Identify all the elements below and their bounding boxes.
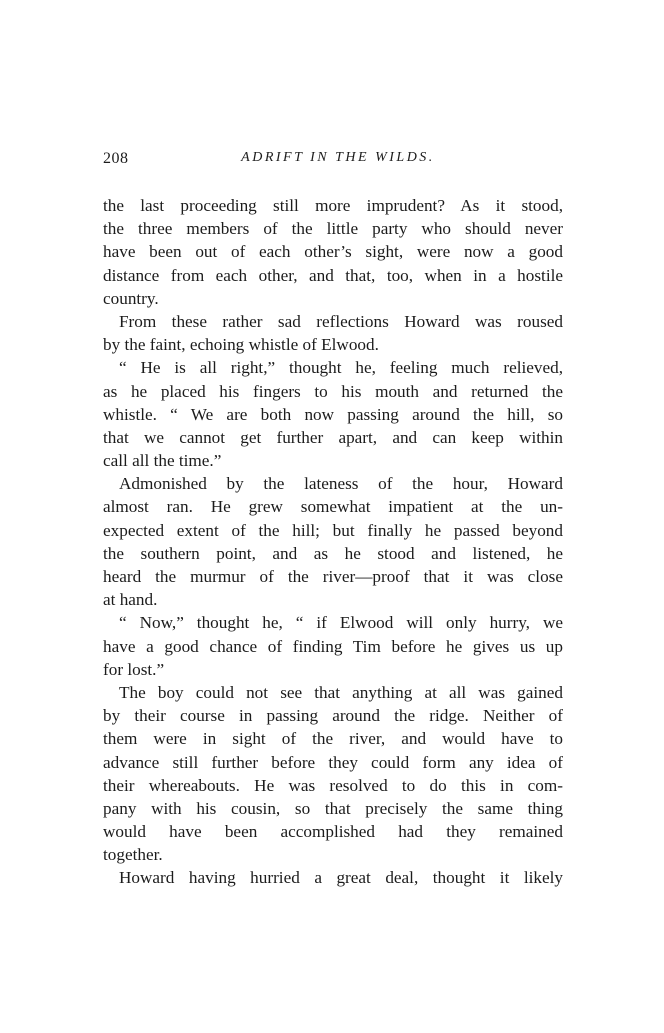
text-line: Howard having hurried a great deal, thought it likely	[119, 868, 563, 888]
text-line: the three members of the little party who should never	[103, 219, 563, 239]
page-header	[103, 150, 563, 172]
text-line: Admonished by the lateness of the hour, Howard	[119, 474, 563, 494]
text-line: would have been accomplished had they remained	[103, 822, 563, 842]
text-line: at hand.	[103, 590, 158, 610]
text-line: advance still further before they could form any idea of	[103, 752, 563, 772]
text-line: From these rather sad reflections Howard was roused	[119, 311, 563, 331]
text-line: by their course in passing around the ridge. Neither of	[103, 706, 563, 726]
text-line: them were in sight of the river, and would have to	[103, 729, 563, 749]
text-line: “ Now,” thought he, “ if Elwood will only hurry, we	[119, 613, 563, 633]
text-line: heard the murmur of the river—proof that it was close	[103, 567, 563, 586]
text-line: country.	[103, 288, 159, 308]
text-line: distance from each other, and that, too, when in a hostile	[103, 265, 563, 285]
text-line: almost ran. He grew somewhat impatient at the un-	[103, 497, 563, 517]
text-line: call all the time.”	[103, 451, 222, 471]
text-line: pany with his cousin, so that precisely the same thing	[103, 798, 563, 818]
text-line: that we cannot get further apart, and can keep within	[103, 427, 563, 447]
text-line: The boy could not see that anything at all was gained	[119, 682, 563, 702]
text-line: by the faint, echoing whistle of Elwood.	[103, 335, 379, 355]
text-line: have a good chance of finding Tim before he gives us up	[103, 636, 563, 656]
body-text	[103, 194, 563, 890]
text-line: their whereabouts. He was resolved to do this in com-	[103, 775, 563, 795]
text-line: “ He is all right,” thought he, feeling much relieved,	[119, 358, 563, 378]
text-line: as he placed his fingers to his mouth and returned the	[103, 381, 563, 401]
text-line: have been out of each other’s sight, were now a good	[103, 242, 563, 262]
text-line: for lost.”	[103, 659, 165, 679]
text-line: the last proceeding still more imprudent? As it stood,	[103, 196, 563, 215]
text-line: expected extent of the hill; but finally he passed beyond	[103, 520, 563, 540]
running-title: ADRIFT IN THE WILDS.	[241, 150, 435, 165]
text-line: together.	[103, 845, 163, 865]
text-line: whistle. “ We are both now passing around the hill, so	[103, 404, 563, 424]
text-line: the southern point, and as he stood and listened, he	[103, 543, 563, 563]
page-number: 208	[103, 150, 129, 167]
